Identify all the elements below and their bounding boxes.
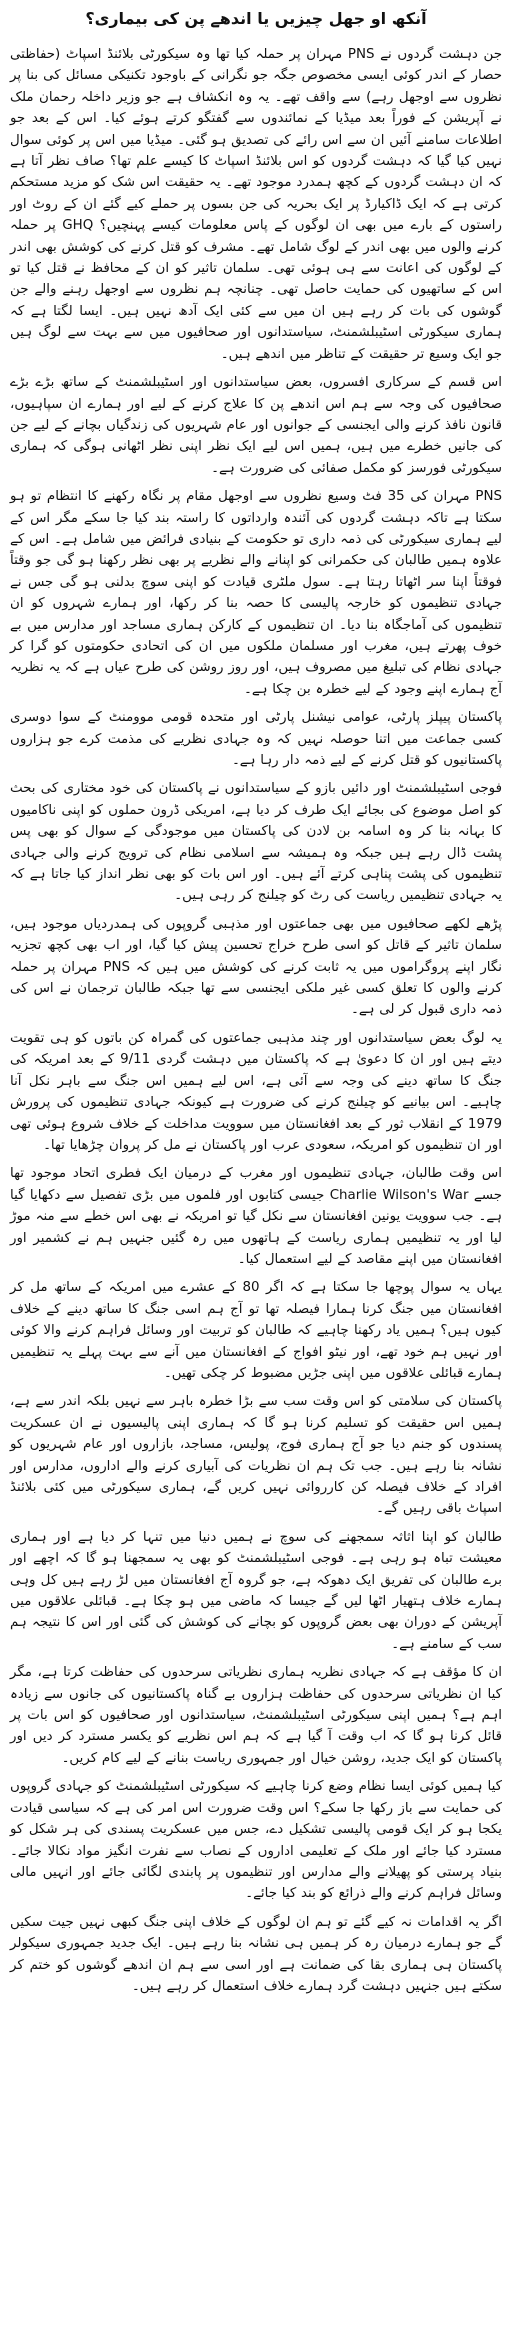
article-paragraph: پاکستان پیپلز پارٹی، عوامی نیشنل پارٹی اور متحدہ قومی موومنٹ کے سوا دوسری کسی جماعت میں اتنا حوصلہ نہیں کہ وہ جہادی نظریے کی مذمت کرے جو ہزاروں پاکستانیوں کو قتل کرنے کے لیے ذمہ دار رہا ہے۔	[10, 710, 502, 768]
article-paragraph: ان کا مؤقف ہے کہ جہادی نظریہ ہماری نظریاتی سرحدوں کی حفاظت کرتا ہے، مگر کیا ان نظریاتی سرحدوں کی حفاظت ہزاروں بے گناہ پاکستانیوں کی جانوں سے زیادہ اہم ہے؟ ہمیں اپنی سیکورٹی اسٹیبلشمنٹ، سیاستدانوں اور صحافیوں کو اس بات پر قائل کرنا ہو گا کہ اب وقت آ گیا ہے کہ ہم اس نظریے کو یکسر مسترد کر دیں اور پاکستان کو ایک جدید، روشن خیال اور جمہوری ریاست بنانے کے لیے کام کریں۔	[10, 1665, 502, 1766]
article-paragraph: اس وقت طالبان، جہادی تنظیموں اور مغرب کے درمیان ایک فطری اتحاد موجود تھا جسے Charlie Wilson's War جیسی کتابوں اور فلموں میں بڑی تفصیل سے دکھایا گیا ہے۔ جب سوویت یونین افغانستان سے نکل گیا تو امریکہ نے بھی اس خطے سے منہ موڑ لیا اور یہ تنظیمیں ہماری ریاست کے ہاتھوں میں رہ گئیں جنہیں ہم نے کشمیر اور افغانستان میں اپنے مقاصد کے لیے استعمال کیا۔	[10, 1166, 503, 1267]
article-headline: آنکھ او جھل چیزیں یا اندھے پن کی بیماری؟	[85, 9, 427, 28]
article-paragraph: پاکستان کی سلامتی کو اس وقت سب سے بڑا خطرہ باہر سے نہیں بلکہ اندر سے ہے، ہمیں اس حقیقت کو تسلیم کرنا ہو گا کہ ہماری اپنی پالیسیوں نے ان عسکریت پسندوں کو جنم دیا جو آج ہماری فوج، پولیس، مساجد، بازاروں اور عام شہریوں کو نشانہ بنا رہے ہیں۔ جب تک ہم ان نظریات کی آبیاری کرنے والے اداروں، مدارس اور افراد کے خلاف فیصلہ کن کارروائی نہیں کریں گے، ہماری سیکورٹی میں کئی بلائنڈ اسپاٹ باقی رہیں گے۔	[10, 1394, 502, 1517]
article-paragraph: یہاں یہ سوال پوچھا جا سکتا ہے کہ اگر 80 کے عشرے میں امریکہ کے ساتھ مل کر افغانستان میں جنگ کرنا ہمارا فیصلہ تھا تو آج ہم اسی جنگ کا ساتھ دینے کے خلاف کیوں ہیں؟ ہمیں یاد رکھنا چاہیے کہ طالبان کو تربیت اور وسائل فراہم کرنے والا کوئی اور نہیں ہم خود تھے، اور نیٹو افواج کے افغانستان میں آنے سے بہت پہلے یہ تنظیمیں ہمارے قبائلی علاقوں میں اپنی جڑیں مضبوط کر چکی تھیں۔	[10, 1280, 503, 1381]
article-paragraph: اس قسم کے سرکاری افسروں، بعض سیاستدانوں اور اسٹیبلشمنٹ کے ساتھ بڑے بڑے صحافیوں کی وجہ سے ہم اس اندھے پن کا علاج کرنے کے لیے اور ہمارے ان سپاہیوں، قانون نافذ کرنے والی ایجنسی کے جوانوں اور عام شہریوں کی زندگیاں بچانے کے لیے جن کی جانیں خطرے میں ہیں، ہمیں اس لیے ایک نظر اپنی نظر اٹھانی ہوگی کہ ہماری سیکورٹی فورسز کو مکمل صفائی کی ضرورت ہے۔	[10, 375, 502, 476]
article-body	[10, 44, 502, 1997]
article-paragraph: کیا ہمیں کوئی ایسا نظام وضع کرنا چاہیے کہ سیکورٹی اسٹیبلشمنٹ کو جہادی گروپوں کی حمایت سے باز رکھا جا سکے؟ اس وقت ضرورت اس امر کی ہے کہ سیاسی قیادت یکجا ہو کر ایک قومی پالیسی تشکیل دے، جس میں عسکریت پسندی کی ہر شکل کو مسترد کیا جائے اور ملک کے تعلیمی اداروں کے نصاب سے نفرت انگیز مواد نکالا جائے۔ بنیاد پرستی کو پھیلانے والے مدارس اور تنظیموں پر پابندی لگائی جائے اور انہیں مالی وسائل فراہم کرنے والے ذرائع کو بند کیا جائے۔	[10, 1779, 502, 1902]
article-paragraph: PNS مہران کی 35 فٹ وسیع نظروں سے اوجھل مقام پر نگاہ رکھنے کا انتظام تو ہو سکتا ہے تاکہ دہشت گردوں کی آئندہ وارداتوں کا راستہ بند کیا جا سکے مگر اس کے لیے ہماری سیکورٹی کی ذمہ داری تو حکومت کے بنیادی فرائض میں شامل ہے۔ اس کے علاوہ ہمیں طالبان کی حکمرانی کو اپنانے والے نظریے پر بھی نظر رکھنا ہو گی جو وقتاً فوقتاً اپنا سر اٹھاتا رہتا ہے۔ سول ملٹری قیادت کو اپنی سوچ بدلنی ہو گی جس نے جہادی تنظیموں کو خارجہ پالیسی کا حصہ بنا کر رکھا، اور ہمارے شہروں کو ان تنظیموں کی آماجگاہ بنا دیا۔ ان تنظیموں کے کارکن ہماری مساجد اور مدارس میں بے خوف پھرتے ہیں، مغرب اور مسلمان ملکوں میں ان کی اتحادی حکومتوں کو گرا کر جہادی نظام کی تبلیغ میں مصروف ہیں، اور روز روشن کی طرح عیاں ہے کہ یہ نظریہ آج ہمارے اپنے وجود کے لیے خطرہ بن چکا ہے۔	[10, 489, 502, 697]
article-paragraph: اگر یہ اقدامات نہ کیے گئے تو ہم ان لوگوں کے خلاف اپنی جنگ کبھی نہیں جیت سکیں گے جو ہمارے درمیان رہ کر ہمیں ہی نشانہ بنا رہے ہیں۔ ایک جدید جمہوری سیکولر پاکستان ہی ہماری بقا کی ضمانت ہے اور اسی سے ہم ان اندھے گوشوں کو ختم کر سکتے ہیں جنہیں دہشت گرد ہمارے خلاف استعمال کر رہے ہیں۔	[10, 1914, 502, 1994]
article-paragraph: جن دہشت گردوں نے PNS مہران پر حملہ کیا تھا وہ سیکورٹی بلائنڈ اسپاٹ (حفاظتی حصار کے اندر کوئی ایسی مخصوص جگہ جو نگرانی کے باوجود تکنیکی مسائل کی بنا پر نظروں سے اوجھل رہے) سے واقف تھے۔ یہ وہ انکشاف ہے جو وزیر داخلہ رحمان ملک نے آپریشن کے فوراً بعد میڈیا کے نمائندوں سے گفتگو کرتے ہوئے کیا۔ اس کے بعد جو اطلاعات سامنے آئیں ان سے اس رائے کی تصدیق ہو گئی۔ میڈیا میں اس پر کوئی سوال نہیں کیا گیا کہ دہشت گردوں کو اس بلائنڈ اسپاٹ کا کیسے علم تھا؟ صاف نظر آتا ہے کہ ان دہشت گردوں کے کچھ ہمدرد موجود تھے۔ یہ حقیقت اس شک کو مزید مستحکم کرتی ہے کہ ایک ڈاکیارڈ پر ایک بحریہ کی جن بسوں پر حملے کیے گئے ان کے روٹ اور راستوں کے بارے میں بھی ان لوگوں کے پاس معلومات کیسے پہنچیں؟ GHQ پر حملہ کرنے والوں میں بھی اندر کے لوگ شامل تھے۔ مشرف کو قتل کرنے کی کوشش بھی اندر کے لوگوں کی اعانت سے ہی ہوئی تھی۔ سلمان تاثیر کو ان کے محافظ نے قتل کیا تو اس کے ساتھیوں کی حمایت حاصل تھی۔ چنانچہ ہم نظروں سے اوجھل رہنے والے جن گوشوں کی بات کر رہے ہیں ان میں سے کئی ایک آدھ نہیں ہیں۔ ایسا لگتا ہے کہ ہماری سیکورٹی اسٹیبلشمنٹ، سیاستدانوں اور صحافیوں میں سے بہت سے لوگ ہیں جو ایک وسیع تر حقیقت کے تناظر میں اندھے ہیں۔	[10, 47, 502, 362]
article-paragraph: یہ لوگ بعض سیاستدانوں اور چند مذہبی جماعتوں کی گمراہ کن باتوں کو ہی تقویت دیتے ہیں اور ان کا دعویٰ ہے کہ پاکستان میں دہشت گردی 9/11 کے بعد امریکہ کی جنگ کا ساتھ دینے کی وجہ سے آئی ہے، اس لیے ہمیں اس جنگ سے باہر نکل آنا چاہیے۔ اس بیانیے کو چیلنج کرنے کی ضرورت ہے کیونکہ جہادی تنظیموں کی پرورش 1979 کے انقلاب ثور کے بعد افغانستان میں سوویت مداخلت کے خلاف شروع ہوئی تھی اور ان تنظیموں کو امریکہ، سعودی عرب اور پاکستان نے مل کر پروان چڑھایا تھا۔	[10, 1030, 503, 1153]
article-paragraph: طالبان کو اپنا اثاثہ سمجھنے کی سوچ نے ہمیں دنیا میں تنہا کر دیا ہے اور ہماری معیشت تباہ ہو رہی ہے۔ فوجی اسٹیبلشمنٹ کو بھی یہ سمجھنا ہو گا کہ اچھے اور برے طالبان کی تفریق ایک دھوکہ ہے، جو گروہ آج افغانستان میں لڑ رہے ہیں کل وہی ہمارے خلاف ہتھیار اٹھا لیں گے جیسا کہ ماضی میں ہو چکا ہے۔ قبائلی علاقوں میں آپریشن کے دوران بھی بعض گروپوں کو بچانے کی کوشش کی گئی اور اس کا نتیجہ ہم سب کے سامنے ہے۔	[10, 1529, 502, 1652]
article-paragraph: فوجی اسٹیبلشمنٹ اور دائیں بازو کے سیاستدانوں نے پاکستان کی خود مختاری کی بحث کو اصل موضوع کی بجائے ایک طرف کر دیا ہے، امریکی ڈرون حملوں کو اپنی ناکامیوں کا بہانہ بنا کر وہ اسامہ بن لادن کی پاکستان میں موجودگی کے سوال کو بھی پس پشت ڈال رہے ہیں جبکہ وہ ہمیشہ سے اسلامی نظام کی ترویج کرنے والی جہادی تنظیموں کی پشت پناہی کرتے آئے ہیں۔ اور اس بات کو بھی نظر انداز کیا جاتا ہے کہ یہ جہادی تنظیمیں ریاست کی رٹ کو چیلنج کر رہی ہیں۔	[10, 781, 502, 904]
article-paragraph: پڑھے لکھے صحافیوں میں بھی جماعتوں اور مذہبی گروپوں کی ہمدردیاں موجود ہیں، سلمان تاثیر کے قاتل کو اسی طرح خراج تحسین پیش کیا گیا، اور اب بھی کچھ تجزیہ نگار اپنے پروگراموں میں یہ ثابت کرنے کی کوشش میں ہیں کہ PNS مہران پر حملہ کرنے والوں کا تعلق کسی غیر ملکی ایجنسی سے تھا جبکہ طالبان ترجمان نے اس کی ذمہ داری قبول کر لی ہے۔	[10, 916, 502, 1018]
